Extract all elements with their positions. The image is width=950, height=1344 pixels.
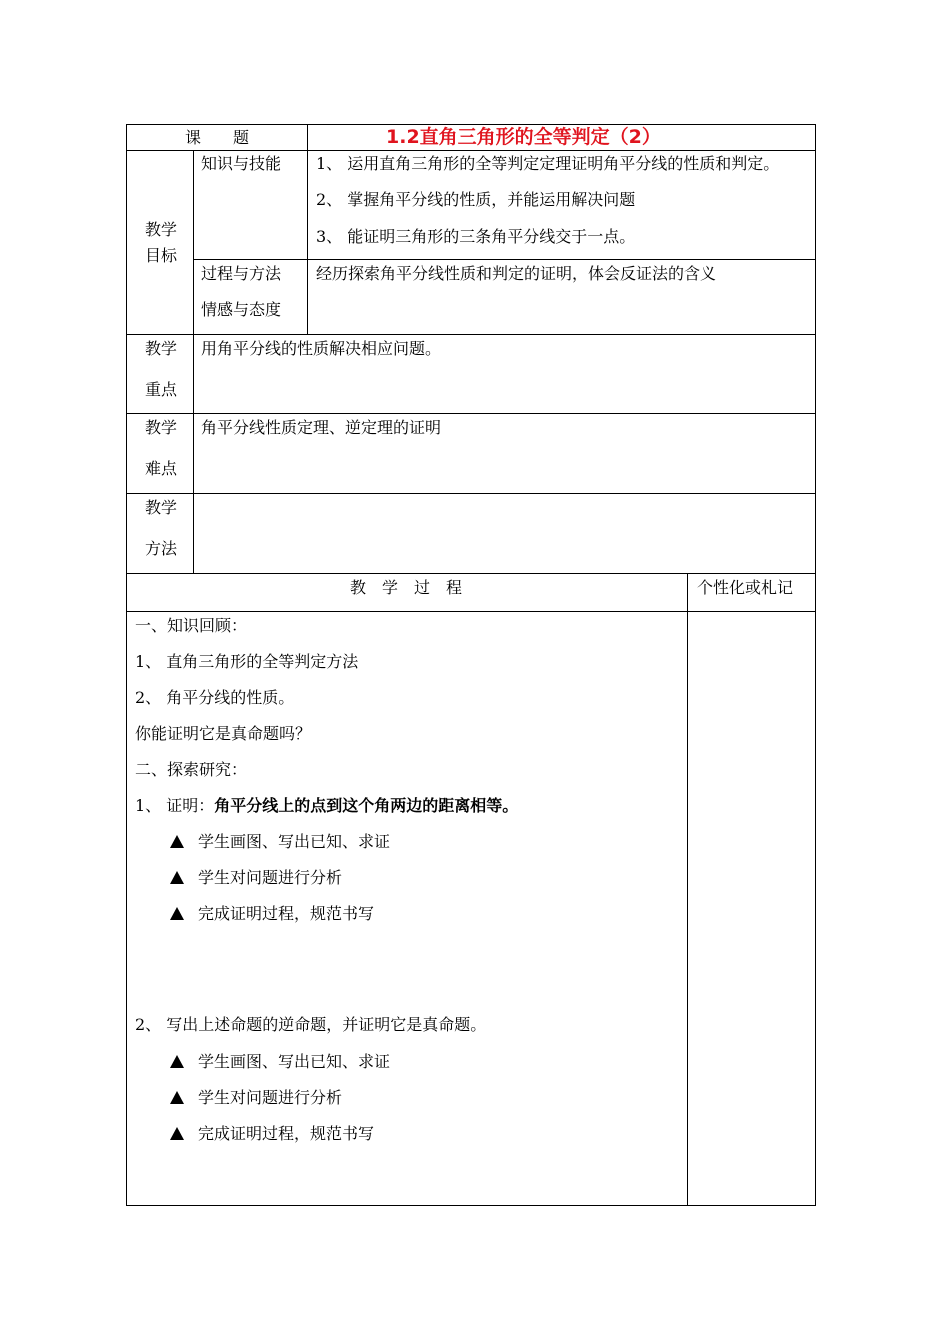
objectives-label-1: 教学	[145, 220, 178, 239]
table-border	[126, 124, 816, 125]
table-border	[687, 573, 688, 1206]
key-points-text: 用角平分线的性质解决相应问题。	[201, 339, 442, 358]
proof-line	[135, 796, 518, 816]
triangle-bullet-icon	[170, 835, 184, 848]
review-item: 1、 直角三角形的全等判定方法	[135, 652, 359, 671]
difficulties-text: 角平分线性质定理、逆定理的证明	[201, 418, 442, 437]
topic-label: 课 题	[185, 128, 250, 147]
table-border	[126, 413, 816, 414]
table-border	[126, 611, 816, 612]
process-text: 经历探索角平分线性质和判定的证明，体会反证法的含义	[316, 264, 717, 283]
table-border	[126, 334, 816, 335]
question-text: 你能证明它是真命题吗？	[135, 724, 312, 743]
table-border	[193, 259, 816, 260]
triangle-bullet-icon	[170, 907, 184, 920]
table-border	[126, 1205, 816, 1206]
proof-prefix: 1、 证明：	[135, 796, 215, 815]
key-points-label-2: 重点	[145, 380, 178, 399]
proof-statement: 角平分线上的点到这个角两边的距离相等。	[214, 796, 519, 815]
table-border	[815, 124, 816, 1206]
review-title: 一、知识回顾：	[135, 616, 248, 635]
table-border	[126, 573, 816, 574]
table-border	[126, 493, 816, 494]
objectives-label-2: 目标	[145, 246, 178, 265]
emotion-label: 情感与态度	[201, 300, 282, 319]
difficulties-label-1: 教学	[145, 418, 178, 437]
knowledge-item: 2、 掌握角平分线的性质，并能运用解决问题	[316, 190, 636, 209]
step-item: 学生画图、写出已知、求证	[170, 832, 390, 852]
table-border	[307, 124, 308, 335]
table-border	[193, 150, 194, 574]
triangle-bullet-icon	[170, 1091, 184, 1104]
explore-title: 二、探索研究：	[135, 760, 248, 779]
knowledge-item: 1、 运用直角三角形的全等判定定理证明角平分线的性质和判定。	[316, 154, 780, 173]
step-item: 学生对问题进行分析	[170, 1088, 342, 1108]
table-border	[126, 124, 127, 1206]
knowledge-item: 3、 能证明三角形的三条角平分线交于一点。	[316, 227, 636, 246]
triangle-bullet-icon	[170, 1127, 184, 1140]
review-item: 2、 角平分线的性质。	[135, 688, 295, 707]
notes-header: 个性化或札记	[697, 578, 794, 597]
triangle-bullet-icon	[170, 1055, 184, 1068]
step-item: 完成证明过程，规范书写	[170, 1124, 374, 1144]
step-item: 完成证明过程，规范书写	[170, 904, 374, 924]
process-header: 教 学 过 程	[350, 578, 463, 597]
converse-text: 2、 写出上述命题的逆命题，并证明它是真命题。	[135, 1015, 487, 1034]
key-points-label-1: 教学	[145, 339, 178, 358]
difficulties-label-2: 难点	[145, 459, 178, 478]
step-item: 学生画图、写出已知、求证	[170, 1052, 390, 1072]
methods-label-2: 方法	[145, 539, 178, 558]
methods-label-1: 教学	[145, 498, 178, 517]
knowledge-label: 知识与技能	[201, 154, 282, 173]
table-border	[126, 150, 816, 151]
process-label: 过程与方法	[201, 264, 282, 283]
step-item: 学生对问题进行分析	[170, 868, 342, 888]
triangle-bullet-icon	[170, 871, 184, 884]
page-title: 1.2直角三角形的全等判定（2）	[386, 126, 661, 148]
